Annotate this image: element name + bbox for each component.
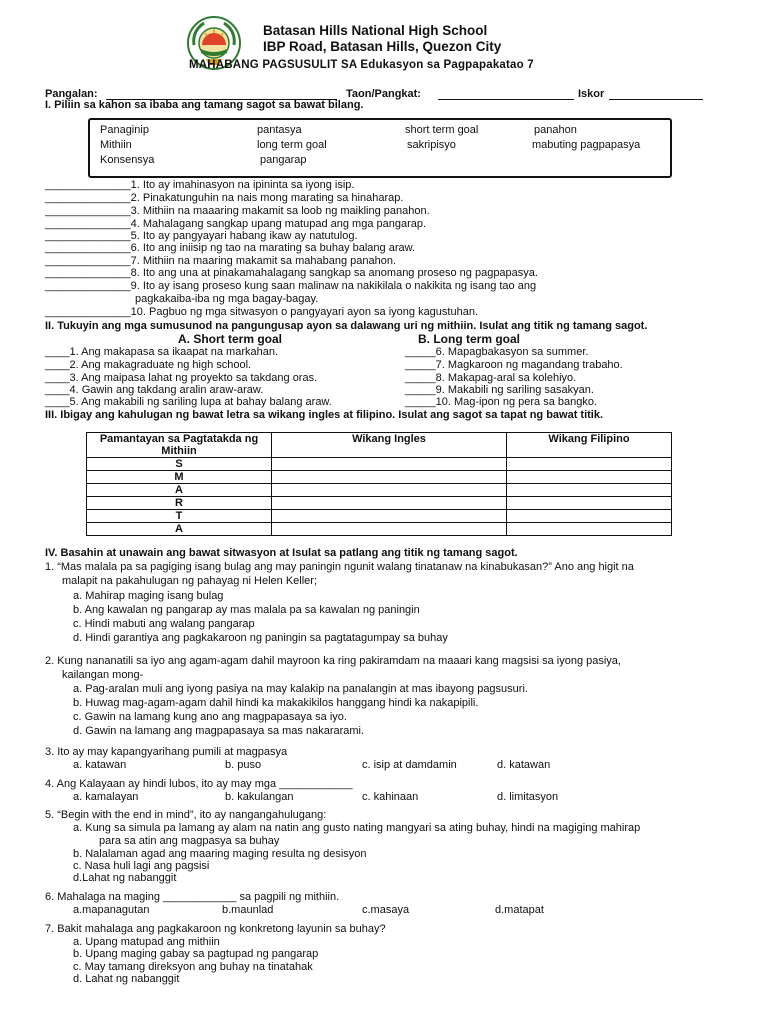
smart-letter: A bbox=[87, 523, 272, 536]
q1-option: c. Hindi mabuti ang walang pangarap bbox=[73, 618, 255, 630]
part2-right-item: _____9. Makabili ng sariling sasakyan. bbox=[405, 384, 594, 396]
part3-instruction: III. Ibigay ang kahulugan ng bawat letra sa wikang ingles at filipino. Isulat ang sagot sa tapat ng bawat titik. bbox=[45, 409, 604, 421]
score-field[interactable] bbox=[609, 99, 703, 100]
choice: long term goal bbox=[257, 139, 327, 151]
part1-item: ______________9. Ito ay isang proseso kung saan malinaw na nakikilala o nakikita ng isang tao ang bbox=[45, 280, 537, 292]
choice: panahon bbox=[534, 124, 577, 136]
choice: sakripisyo bbox=[407, 139, 456, 151]
q2-option: c. Gawin na lamang kung ano ang magpapasaya sa iyo. bbox=[73, 711, 347, 723]
part2-left-item: ____2. Ang makagraduate ng high school. bbox=[45, 359, 252, 371]
q3-option: a. katawan bbox=[73, 759, 127, 771]
choice: pangarap bbox=[260, 154, 307, 166]
choice: Panaginip bbox=[100, 124, 149, 136]
q1-option: a. Mahirap maging isang bulag bbox=[73, 590, 224, 602]
smart-col-header: Wikang Filipino bbox=[507, 433, 672, 458]
answer-cell[interactable] bbox=[272, 497, 507, 510]
school-name: Batasan Hills National High School bbox=[263, 23, 488, 38]
part2-left-item: ____5. Ang makabili ng sariling lupa at bahay balang araw. bbox=[45, 396, 332, 408]
part1-item: ______________10. Pagbuo ng mga sitwasyon o pangyayari ayon sa iyong kagustuhan. bbox=[45, 306, 478, 318]
smart-letter: R bbox=[87, 497, 272, 510]
choice: short term goal bbox=[405, 124, 479, 136]
answer-cell[interactable] bbox=[507, 510, 672, 523]
score-label: Iskor bbox=[578, 88, 605, 100]
choice: mabuting pagpapasya bbox=[532, 139, 641, 151]
part1-item: ______________1. Ito ay imahinasyon na ipininta sa iyong isip. bbox=[45, 179, 355, 191]
part1-item: ______________4. Mahalagang sangkap upang matupad ang mga pangarap. bbox=[45, 218, 427, 230]
q4-option: c. kahinaan bbox=[362, 791, 419, 803]
answer-cell[interactable] bbox=[507, 471, 672, 484]
q5-option: d.Lahat ng nabanggit bbox=[73, 872, 177, 884]
q3-option: b. puso bbox=[225, 759, 262, 771]
q7-option: b. Upang maging gabay sa pagtupad ng pangarap bbox=[73, 948, 319, 960]
part2-left-item: ____1. Ang makapasa sa ikaapat na markahan. bbox=[45, 346, 279, 358]
grade-field[interactable] bbox=[438, 99, 574, 100]
q2-option: b. Huwag mag-agam-agam dahil hindi ka makakikilos hanggang hindi ka nakapipili. bbox=[73, 697, 479, 709]
part1-item: ______________3. Mithiin na maaaring makamit sa loob ng maikling panahon. bbox=[45, 205, 430, 217]
answer-cell[interactable] bbox=[272, 471, 507, 484]
q2-option: a. Pag-aralan muli ang iyong pasiya na may kalakip na panalangin at mas ibayong pagsusuri. bbox=[73, 683, 528, 695]
q6-option: b.maunlad bbox=[222, 904, 274, 916]
q4-option: a. kamalayan bbox=[73, 791, 139, 803]
q4-option: d. limitasyon bbox=[497, 791, 559, 803]
choice: Konsensya bbox=[100, 154, 155, 166]
q2-text: 2. Kung nananatili sa iyo ang agam-agam dahil mayroon ka ring pakiramdam na maaari kang magsisi sa iyong pasiya, bbox=[45, 655, 621, 667]
q6-option: d.matapat bbox=[495, 904, 544, 916]
q5-option-cont: para sa atin ang magpasya sa buhay bbox=[99, 835, 280, 847]
long-term-heading: B. Long term goal bbox=[418, 332, 520, 346]
smart-table bbox=[86, 432, 672, 536]
q7-option: c. May tamang direksyon ang buhay na tinatahak bbox=[73, 961, 313, 973]
part2-left-item: ____3. Ang maipasa lahat ng proyekto sa takdang oras. bbox=[45, 372, 318, 384]
smart-letter: A bbox=[87, 484, 272, 497]
answer-cell[interactable] bbox=[507, 523, 672, 536]
q2-text: kailangan mong- bbox=[62, 669, 144, 681]
part2-right-item: _____6. Mapagbakasyon sa summer. bbox=[405, 346, 589, 358]
q4-text: 4. Ang Kalayaan ay hindi lubos, ito ay may mga ____________ bbox=[45, 778, 353, 790]
smart-col-header: Pamantayan sa Pagtatakda ng Mithiin bbox=[87, 433, 272, 458]
part1-item: ______________8. Ito ang una at pinakamahalagang sangkap sa anomang proseso ng pagpapasya. bbox=[45, 267, 538, 279]
q1-option: b. Ang kawalan ng pangarap ay mas malala pa sa kawalan ng paningin bbox=[73, 604, 420, 616]
part1-instruction: I. Piliin sa kahon sa ibaba ang tamang sagot sa bawat bilang. bbox=[45, 99, 364, 111]
name-label: Pangalan: bbox=[45, 88, 98, 100]
answer-cell[interactable] bbox=[272, 484, 507, 497]
q4-option: b. kakulangan bbox=[225, 791, 294, 803]
q6-text: 6. Mahalaga na maging ____________ sa pagpili ng mithiin. bbox=[45, 891, 340, 903]
q1-text: malapit na pakahulugan ng pahayag ni Helen Keller; bbox=[62, 575, 318, 587]
part1-item: ______________7. Mithiin na maaring makamit sa mahabang panahon. bbox=[45, 255, 397, 267]
q1-option: d. Hindi garantiya ang pagkakaroon ng paningin sa pagtatagumpay sa buhay bbox=[73, 632, 448, 644]
q3-option: d. katawan bbox=[497, 759, 551, 771]
school-address: IBP Road, Batasan Hills, Quezon City bbox=[263, 39, 502, 54]
q5-option: b. Nalalaman agad ang maaring maging resulta ng desisyon bbox=[73, 848, 367, 860]
q6-option: a.mapanagutan bbox=[73, 904, 150, 916]
choice: Mithiin bbox=[100, 139, 132, 151]
q3-option: c. isip at damdamin bbox=[362, 759, 457, 771]
part4-instruction: IV. Basahin at unawain ang bawat sitwasyon at Isulat sa patlang ang titik ng tamang sagot. bbox=[45, 547, 518, 559]
smart-col-header: Wikang Ingles bbox=[272, 433, 507, 458]
exam-title: MAHABANG PAGSUSULIT SA Edukasyon sa Pagpapakatao 7 bbox=[189, 59, 534, 71]
part2-right-item: _____8. Makapag-aral sa kolehiyo. bbox=[405, 372, 577, 384]
part2-left-item: ____4. Gawin ang takdang aralin araw-araw. bbox=[45, 384, 264, 396]
q2-option: d. Gawin na lamang ang magpapasaya sa mas nakararami. bbox=[73, 725, 365, 737]
choices-box bbox=[88, 118, 672, 178]
q7-option: a. Upang matupad ang mithiin bbox=[73, 936, 220, 948]
part2-right-item: _____7. Magkaroon ng magandang trabaho. bbox=[405, 359, 623, 371]
part1-item: ______________2. Pinakatunguhin na nais mong marating sa hinaharap. bbox=[45, 192, 404, 204]
part2-right-item: _____10. Mag-ipon ng pera sa bangko. bbox=[405, 396, 598, 408]
q5-text: 5. “Begin with the end in mind”, ito ay nangangahulugang: bbox=[45, 809, 327, 821]
q3-text: 3. Ito ay may kapangyarihang pumili at magpasya bbox=[45, 746, 288, 758]
smart-letter: M bbox=[87, 471, 272, 484]
part1-item-cont: pagkakaiba-iba ng mga bagay-bagay. bbox=[135, 293, 319, 305]
q6-option: c.masaya bbox=[362, 904, 410, 916]
part1-item: ______________5. Ito ay pangyayari habang ikaw ay natutulog. bbox=[45, 230, 358, 242]
grade-label: Taon/Pangkat: bbox=[346, 88, 421, 100]
q5-option: c. Nasa huli lagi ang pagsisi bbox=[73, 860, 210, 872]
choice: pantasya bbox=[257, 124, 302, 136]
part2-instruction: II. Tukuyin ang mga sumusunod na pangungusap ayon sa dalawang uri ng mithiin. Isulat ang titik ng tamang sagot. bbox=[45, 320, 648, 332]
smart-letter: T bbox=[87, 510, 272, 523]
smart-letter: S bbox=[87, 458, 272, 471]
answer-cell[interactable] bbox=[507, 484, 672, 497]
q5-option: a. Kung sa simula pa lamang ay alam na natin ang gusto nating mangyari sa ating buhay, hindi na magiging mahirap bbox=[73, 822, 641, 834]
answer-cell[interactable] bbox=[272, 458, 507, 471]
q7-text: 7. Bakit mahalaga ang pagkakaroon ng konkretong layunin sa buhay? bbox=[45, 923, 386, 935]
answer-cell[interactable] bbox=[507, 458, 672, 471]
q1-text: 1. “Mas malala pa sa pagiging isang bulag ang may paningin ngunit walang tinatanaw na kinabukasan?” Ano ang higit na bbox=[45, 561, 634, 573]
answer-cell[interactable] bbox=[272, 523, 507, 536]
q7-option: d. Lahat ng nabanggit bbox=[73, 973, 180, 985]
answer-cell[interactable] bbox=[507, 497, 672, 510]
short-term-heading: A. Short term goal bbox=[178, 332, 283, 346]
answer-cell[interactable] bbox=[272, 510, 507, 523]
part1-item: ______________6. Ito ang iniisip ng tao na marating sa buhay balang araw. bbox=[45, 242, 416, 254]
